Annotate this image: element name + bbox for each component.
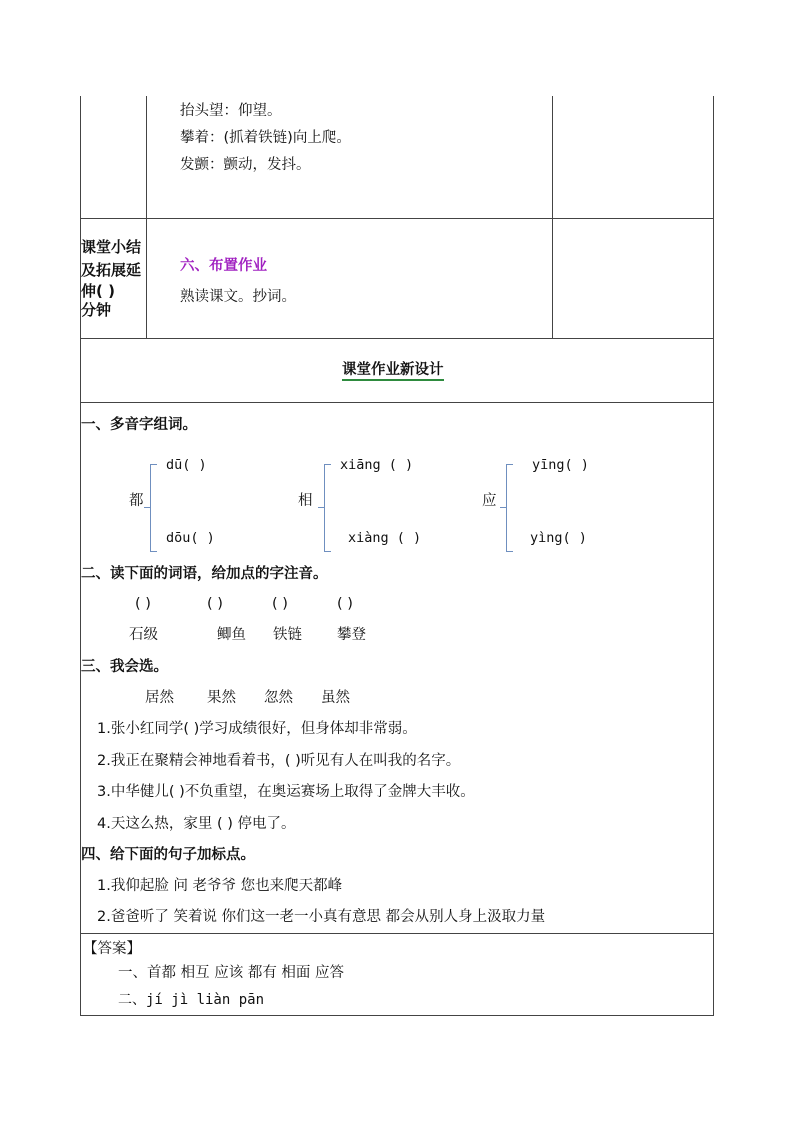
q2-title: 二、读下面的词语，给加点的字注音。	[81, 566, 328, 582]
vocab-line-3: 发颤：颤动，发抖。	[180, 157, 311, 173]
q3-option-3: 忽然	[264, 690, 293, 706]
summary-label-line-2: 及拓展延	[81, 261, 142, 279]
brace-xiang	[324, 464, 331, 552]
q2-blank-3: ( )	[272, 596, 288, 612]
vocab-line-1: 抬头望：仰望。	[180, 103, 282, 119]
pinyin-xiang-1: xiāng ( )	[340, 457, 414, 473]
poly-char-ying: 应	[482, 493, 497, 509]
q3-option-2: 果然	[207, 690, 236, 706]
brace-tick-ying	[500, 507, 506, 508]
table-divider-right	[552, 96, 553, 338]
assignment-heading: 六、布置作业	[180, 258, 267, 274]
brace-tick-xiang	[318, 507, 324, 508]
q3-item-1: 1.张小红同学( )学习成绩很好，但身体却非常弱。	[97, 721, 417, 737]
answers-line-2: 二、jí jì liàn pān	[118, 992, 265, 1008]
row-divider-4	[80, 933, 714, 934]
summary-label-line-1: 课堂小结	[81, 238, 142, 256]
q2-word-4: 攀登	[337, 627, 366, 643]
q4-item-2: 2.爸爸听了 笑着说 你们这一老一小真有意思 都会从别人身上汲取力量	[97, 909, 546, 925]
q1-title: 一、多音字组词。	[81, 417, 197, 433]
q3-title: 三、我会选。	[81, 659, 168, 675]
homework-title: 课堂作业新设计	[342, 363, 444, 381]
assignment-content: 熟读课文。抄词。	[180, 289, 296, 305]
q3-option-1: 居然	[145, 690, 174, 706]
q2-word-3: 铁链	[273, 627, 302, 643]
pinyin-du-2: dōu( )	[166, 530, 215, 546]
answers-line-1: 一、首都 相互 应该 都有 相面 应答	[118, 965, 345, 981]
q4-item-1: 1.我仰起脸 问 老爷爷 您也来爬天都峰	[97, 878, 343, 894]
brace-tick-du	[144, 507, 150, 508]
pinyin-xiang-2: xiàng ( )	[348, 530, 422, 546]
table-divider-left	[146, 96, 147, 338]
q4-title: 四、给下面的句子加标点。	[81, 847, 255, 863]
pinyin-ying-1: yīng( )	[532, 457, 589, 473]
summary-label-line-4: 分钟	[81, 301, 112, 319]
row-divider-2	[80, 338, 714, 339]
brace-du	[150, 464, 157, 552]
q2-word-1: 石级	[129, 627, 158, 643]
table-bottom-border	[80, 1015, 714, 1016]
row-divider-3	[80, 402, 714, 403]
table-left-border	[80, 96, 81, 1016]
poly-char-xiang: 相	[298, 493, 313, 509]
brace-ying	[506, 464, 513, 552]
summary-label-line-3: 伸( )	[81, 282, 115, 300]
table-right-border	[713, 96, 714, 1016]
q2-blank-4: ( )	[337, 596, 353, 612]
q3-item-3: 3.中华健儿( )不负重望，在奥运赛场上取得了金牌大丰收。	[97, 784, 475, 800]
pinyin-ying-2: yìng( )	[530, 530, 587, 546]
q2-blank-1: ( )	[135, 596, 151, 612]
q3-option-4: 虽然	[321, 690, 350, 706]
poly-char-du: 都	[129, 493, 144, 509]
q3-item-4: 4.天这么热，家里 ( ) 停电了。	[97, 816, 296, 832]
q2-word-2: 鲫鱼	[217, 627, 246, 643]
pinyin-du-1: dū( )	[166, 457, 207, 473]
q3-item-2: 2.我正在聚精会神地看着书，( )听见有人在叫我的名字。	[97, 753, 461, 769]
answers-title: 【答案】	[83, 941, 141, 957]
vocab-line-2: 攀着：(抓着铁链)向上爬。	[180, 130, 351, 146]
q2-blank-2: ( )	[207, 596, 223, 612]
row-divider-1	[80, 218, 714, 219]
